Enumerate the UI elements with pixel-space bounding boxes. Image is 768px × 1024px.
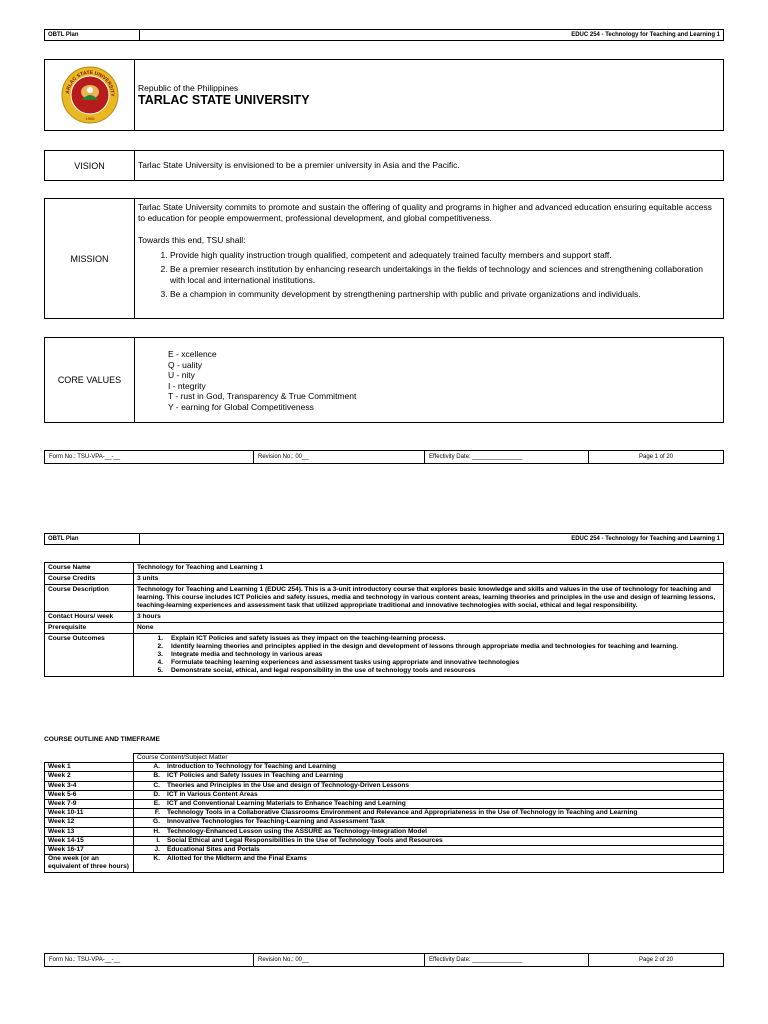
mission-item: 2. Be a premier research institution by enhancing research undertakings in the fields of technology and sciences and strengthening collaboration with local and international institutions.	[170, 264, 719, 286]
table-row: Week 16-17 J. Educational Sites and Portals	[45, 846, 724, 855]
prerequisite-value: None	[134, 623, 724, 634]
table-row: One week (or an equivalent of three hours) K. Allotted for the Midterm and the Final Exams	[45, 855, 724, 872]
mission-list	[138, 250, 719, 300]
table-row	[45, 634, 724, 677]
footer-form: Form No.: TSU-VPA-__-__	[45, 954, 254, 967]
core-value-item: E - xcellence	[168, 349, 217, 359]
page1-footer	[44, 450, 724, 464]
mission-intro: Tarlac State University commits to promote and sustain the offering of quality and programs in higher and advanced education ensuring equitable access to education for people empowerment, professional development, and global competitiveness.	[138, 202, 712, 223]
course-credits-label: Course Credits	[45, 574, 134, 585]
mission-box	[44, 198, 724, 319]
core-value-item: Q - uality	[168, 359, 203, 370]
seal-ring-text: ARLAC STATE UNIVERSITY	[64, 69, 115, 97]
list-item: 4. Formulate teaching learning experiences and assessment tasks using appropriate and innovative technologies	[157, 659, 520, 666]
outline-title: COURSE OUTLINE AND TIMEFRAME	[44, 736, 160, 743]
core-value-item: T - rust in God, Transparency & True Commitment	[168, 391, 357, 401]
tsu-seal-logo	[60, 65, 120, 125]
mission-item: 3. Be a champion in community development by strengthening partnership with public and private organizations and individuals.	[170, 289, 719, 300]
core-values-list	[168, 349, 719, 412]
course-description-label: Course Description	[45, 585, 134, 612]
footer-page: Page 2 of 20	[589, 954, 724, 967]
table-row	[45, 585, 724, 612]
list-item: 2. Identify learning theories and principles applied in the design and development of lessons through appropriate media and technologies for teaching and learning.	[157, 643, 679, 650]
university-name: TARLAC STATE UNIVERSITY	[138, 93, 310, 107]
table-row: Week 2 B. ICT Policies and Safety Issues in Teaching and Learning	[45, 772, 724, 781]
table-row: Week 10-11 F. Technology Tools in a Collaborative Classrooms Environment and Relevance and Appropriateness in the Use of Technology in Teaching and Learning	[45, 809, 724, 818]
core-value-item: I - ntegrity	[168, 380, 206, 391]
footer-form: Form No.: TSU-VPA-__-__	[45, 451, 254, 464]
contact-hours-label: Contact Hours/ week	[45, 612, 134, 623]
footer-effectivity: Effectivity Date: _______________	[425, 954, 589, 967]
table-row	[45, 574, 724, 585]
seal-cell	[45, 60, 135, 130]
course-outline-table	[44, 753, 724, 873]
vision-box	[44, 150, 724, 181]
table-row	[45, 623, 724, 634]
core-value-item: Y - earning for Global Competitiveness	[168, 401, 314, 412]
table-row	[45, 563, 724, 574]
table-row: Week 3-4 C. Theories and Principles in the Use and design of Technology-Driven Lessons	[45, 781, 724, 790]
page1-header	[44, 29, 724, 41]
university-heading	[138, 83, 719, 108]
university-banner	[44, 59, 724, 131]
header-right: EDUC 254 - Technology for Teaching and Learning 1	[140, 30, 724, 41]
table-row: Week 5-6 D. ICT in Various Content Areas	[45, 790, 724, 799]
header-left: OBTL Plan	[45, 30, 140, 41]
course-name-value: Technology for Teaching and Learning 1	[134, 563, 724, 574]
prerequisite-label: Prerequisite	[45, 623, 134, 634]
footer-revision: Revision No.: 00__	[254, 451, 425, 464]
table-row: Week 1 A. Introduction to Technology for Teaching and Learning	[45, 763, 724, 772]
course-description-value: Technology for Teaching and Learning 1 (EDUC 254). This is a 3-unit introductory course that explores basic knowledge and skills and values in the use of technology for teaching and learning. This course includes ICT Policies and safety issues, media and technology in various content areas, learning theories and principles in the use and design of learning lessons, teaching-learning experiences and assessment task that utilized appropriate traditional and innovative technologies with social, ethical and legal responsibility.	[134, 585, 724, 612]
header-right: EDUC 254 - Technology for Teaching and Learning 1	[140, 534, 724, 545]
footer-revision: Revision No.: 00__	[254, 954, 425, 967]
list-item: 3. Integrate media and technology in various areas	[157, 651, 323, 658]
page2-header	[44, 533, 724, 545]
table-row: Week 14-15 I. Social Ethical and Legal Responsibilities in the Use of Technology Tools and Resources	[45, 836, 724, 845]
mission-towards: Towards this end, TSU shall:	[138, 235, 246, 245]
outline-column-header: Course Content/Subject Matter	[134, 754, 724, 763]
mission-label: MISSION	[45, 199, 135, 318]
list-item: 1. Explain ICT Policies and safety issues as they impact on the teaching-learning process.	[157, 635, 446, 642]
mission-content	[138, 202, 719, 303]
core-value-item: U - nity	[168, 370, 195, 380]
vision-text: Tarlac State University is envisioned to be a premier university in Asia and the Pacific.	[138, 160, 460, 170]
course-outcomes-label: Course Outcomes	[45, 634, 134, 677]
core-values-label: CORE VALUES	[45, 338, 135, 422]
course-credits-value: 3 units	[134, 574, 724, 585]
list-item: 5. Demonstrate social, ethical, and legal responsibility in the use of technology tools and resources	[157, 667, 476, 674]
footer-page: Page 1 of 20	[589, 451, 724, 464]
seal-year: 1906	[85, 116, 94, 121]
footer-effectivity: Effectivity Date: _______________	[425, 451, 589, 464]
header-left: OBTL Plan	[45, 534, 140, 545]
course-name-label: Course Name	[45, 563, 134, 574]
table-row: Week 7-9 E. ICT and Conventional Learning Materials to Enhance Teaching and Learning	[45, 800, 724, 809]
vision-label: VISION	[45, 151, 135, 180]
table-row	[45, 612, 724, 623]
table-row	[45, 754, 724, 763]
mission-item: 1. Provide high quality instruction trough qualified, competent and adequately trained faculty members and support staff.	[170, 250, 719, 261]
core-values-box	[44, 337, 724, 423]
course-outcomes-list	[134, 634, 724, 677]
contact-hours-value: 3 hours	[134, 612, 724, 623]
page2-footer	[44, 953, 724, 967]
course-info-table	[44, 562, 724, 677]
republic-text: Republic of the Philippines	[138, 83, 239, 93]
table-row: Week 12 G. Innovative Technologies for Teaching-Learning and Assessment Task	[45, 818, 724, 827]
table-row: Week 13 H. Technology-Enhanced Lesson using the ASSURE as Technology-Integration Model	[45, 827, 724, 836]
